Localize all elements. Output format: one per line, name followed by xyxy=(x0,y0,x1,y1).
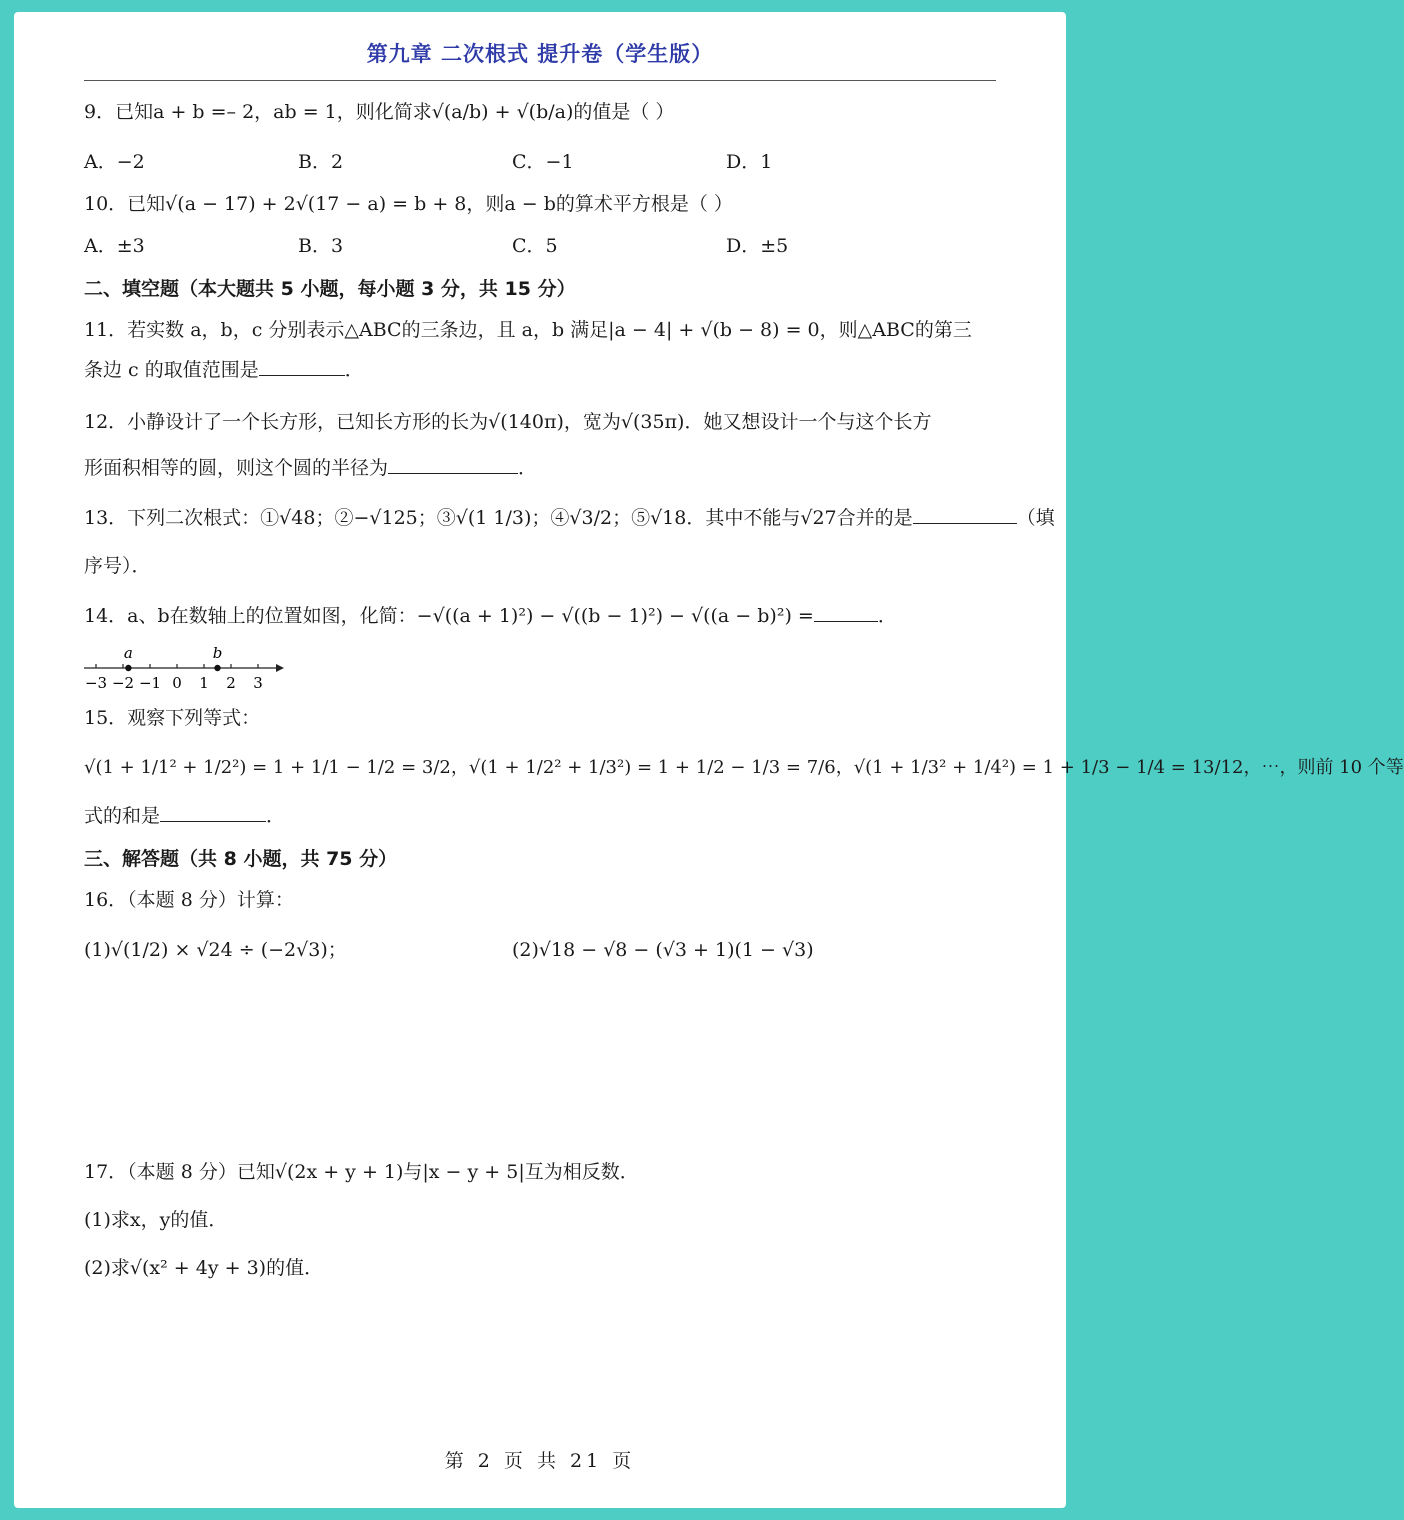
question-17-part2: (2)求√(x² + 4y + 3)的值． xyxy=(84,1257,324,1279)
question-17-part1: (1)求x，y的值． xyxy=(84,1209,228,1231)
section-solve-heading: 三、解答题（共 8 小题，共 75 分） xyxy=(84,848,398,870)
question-12-line1: 12．小静设计了一个长方形，已知长方形的长为√(140π)，宽为√(35π)．她又想设计一个与这个长方 xyxy=(84,411,932,433)
question-13-line2: 序号）． xyxy=(84,555,151,577)
question-16-part2: (2)√18 − √8 − (√3 + 1)(1 − √3) xyxy=(512,939,814,961)
page-number: 第 2 页 共 21 页 xyxy=(444,1450,636,1472)
question-15-line1: 15．观察下列等式： xyxy=(84,707,261,729)
point-a-label: a xyxy=(123,644,133,662)
question-13-text: 13．下列二次根式：①√48；②−√125；③√(1 1/3)；④√3/2；⑤√18．其中不能与√27合并的是 xyxy=(84,507,913,529)
point-b xyxy=(214,665,220,671)
number-line-diagram xyxy=(84,644,284,698)
q10-option-c: C．5 xyxy=(512,235,558,257)
question-14-line: 14．a、b在数轴上的位置如图，化简：−√((a + 1)²) − √((b − 1)²) − √((a − b)²) = ． xyxy=(84,605,897,627)
question-15-line3: 式的和是 ． xyxy=(84,805,286,827)
answer-blank xyxy=(160,803,266,822)
question-15-equations: √(1 + 1/1² + 1/2²) = 1 + 1/1 − 1/2 = 3/2，√(1 + 1/2² + 1/3²) = 1 + 1/2 − 1/3 = 7/6，√(1 + 1/3² + 1/4²) = 1 + 1/3 − 1/4 = 13/12，⋯，则前 10 个等 xyxy=(84,757,1404,778)
question-10-stem: 10．已知√(a − 17) + 2√(17 − a) = b + 8，则a − b的算术平方根是（ ） xyxy=(84,193,733,215)
exam-page xyxy=(14,12,1404,1508)
question-17-stem: 17．（本题 8 分）已知√(2x + y + 1)与|x − y + 5|互为相反数． xyxy=(84,1161,639,1183)
q10-option-d: D．±5 xyxy=(726,235,789,257)
axis-tick-label: −1 xyxy=(138,674,162,692)
answer-blank xyxy=(913,505,1017,524)
question-11-line2: 条边 c 的取值范围是 ． xyxy=(84,359,364,381)
answer-blank xyxy=(259,357,345,376)
question-12-text: 形面积相等的圆，则这个圆的半径为 xyxy=(84,457,389,479)
axis-tick-label: 1 xyxy=(199,674,209,692)
q9-option-b: B．2 xyxy=(298,151,344,173)
header-divider xyxy=(84,80,996,81)
question-16-stem: 16．（本题 8 分）计算： xyxy=(84,889,294,911)
axis-tick-label: 0 xyxy=(172,674,182,692)
point-b-label: b xyxy=(212,644,223,662)
q9-option-a: A．−2 xyxy=(84,151,145,173)
question-11-line1: 11．若实数 a，b，c 分别表示△ABC的三条边，且 a，b 满足|a − 4| + √(b − 8) = 0，则△ABC的第三 xyxy=(84,319,972,341)
answer-blank xyxy=(388,455,518,474)
question-15-text: 式的和是 xyxy=(84,805,161,827)
question-11-text: 条边 c 的取值范围是 xyxy=(84,359,259,381)
question-16-part1: (1)√(1/2) × √24 ÷ (−2√3)； xyxy=(84,939,347,961)
question-13-line1 xyxy=(84,504,1055,532)
q9-option-d: D．1 xyxy=(726,151,773,173)
axis-arrow xyxy=(276,664,284,672)
axis-tick-label: 2 xyxy=(226,674,236,692)
question-14-text: 14．a、b在数轴上的位置如图，化简：−√((a + 1)²) − √((b − 1)²) − √((a − b)²) = xyxy=(84,605,814,627)
q10-option-a: A．±3 xyxy=(84,235,145,257)
axis-tick-label: −3 xyxy=(84,674,108,692)
q9-option-c: C．−1 xyxy=(512,151,574,173)
question-9-stem: 9．已知a + b =– 2，ab = 1，则化简求√(a/b) + √(b/a)的值是（ ） xyxy=(84,101,675,123)
answer-blank xyxy=(814,603,878,622)
axis-tick-label: 3 xyxy=(253,674,263,692)
point-a xyxy=(125,665,131,671)
axis-tick-label: −2 xyxy=(111,674,135,692)
question-13-tail: （填 xyxy=(1016,507,1055,529)
q10-option-b: B．3 xyxy=(298,235,344,257)
section-fill-blank-heading: 二、填空题（本大题共 5 小题，每小题 3 分，共 15 分） xyxy=(84,278,576,300)
question-12-line2: 形面积相等的圆，则这个圆的半径为 ． xyxy=(84,457,538,479)
page-title: 第九章 二次根式 提升卷（学生版） xyxy=(366,42,714,66)
